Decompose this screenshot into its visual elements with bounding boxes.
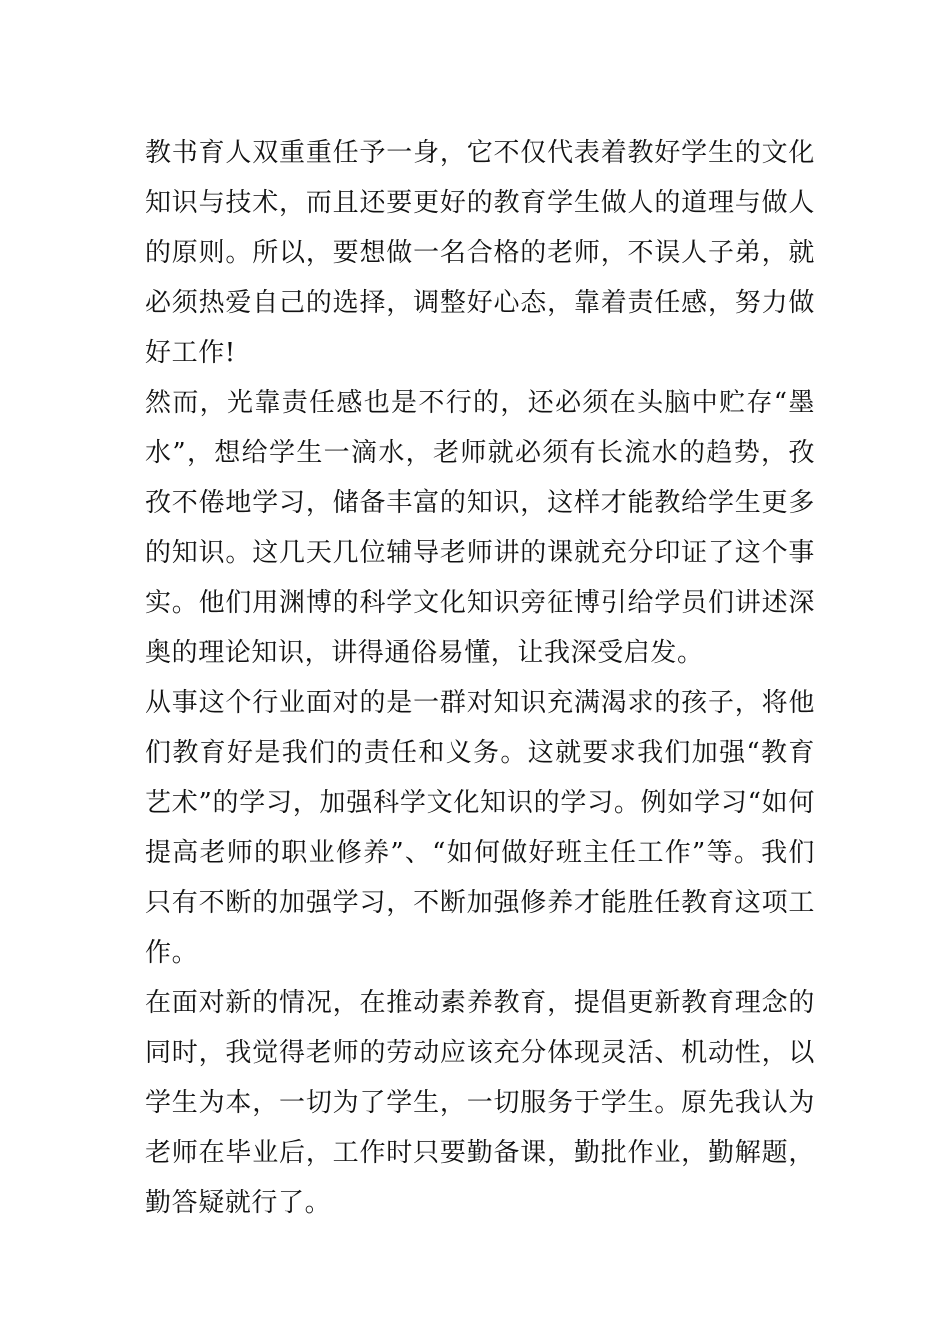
paragraph-1: 教书育人双重重任予一身，它不仅代表着教好学生的文化知识与技术，而且还要更好的教育学生做人的道理与做人的原则。所以，要想做一名合格的老师，不误人子弟，就必须热爱自己的选择，调整好心态，靠着责任感，努力做好工作! xyxy=(145,138,815,368)
paragraph-2: 然而，光靠责任感也是不行的，还必须在头脑中贮存“墨水”，想给学生一滴水，老师就必须有长流水的趋势，孜孜不倦地学习，储备丰富的知识，这样才能教给学生更多的知识。这几天几位辅导老师讲的课就充分印证了这个事实。他们用渊博的科学文化知识旁征博引给学员们讲述深奥的理论知识，讲得通俗易懂，让我深受启发。 xyxy=(145,388,815,668)
paragraph-4: 在面对新的情况，在推动素养教育，提倡更新教育理念的同时，我觉得老师的劳动应该充分体现灵活、机动性，以学生为本，一切为了学生，一切服务于学生。原先我认为老师在毕业后，工作时只要勤备课，勤批作业，勤解题，勤答疑就行了。 xyxy=(145,988,815,1218)
paragraph-3: 从事这个行业面对的是一群对知识充满渴求的孩子，将他们教育好是我们的责任和义务。这就要求我们加强“教育艺术”的学习，加强科学文化知识的学习。例如学习“如何提高老师的职业修养”、“如何做好班主任工作”等。我们只有不断的加强学习，不断加强修养才能胜任教育这项工作。 xyxy=(145,688,815,968)
document-body xyxy=(145,128,815,1228)
